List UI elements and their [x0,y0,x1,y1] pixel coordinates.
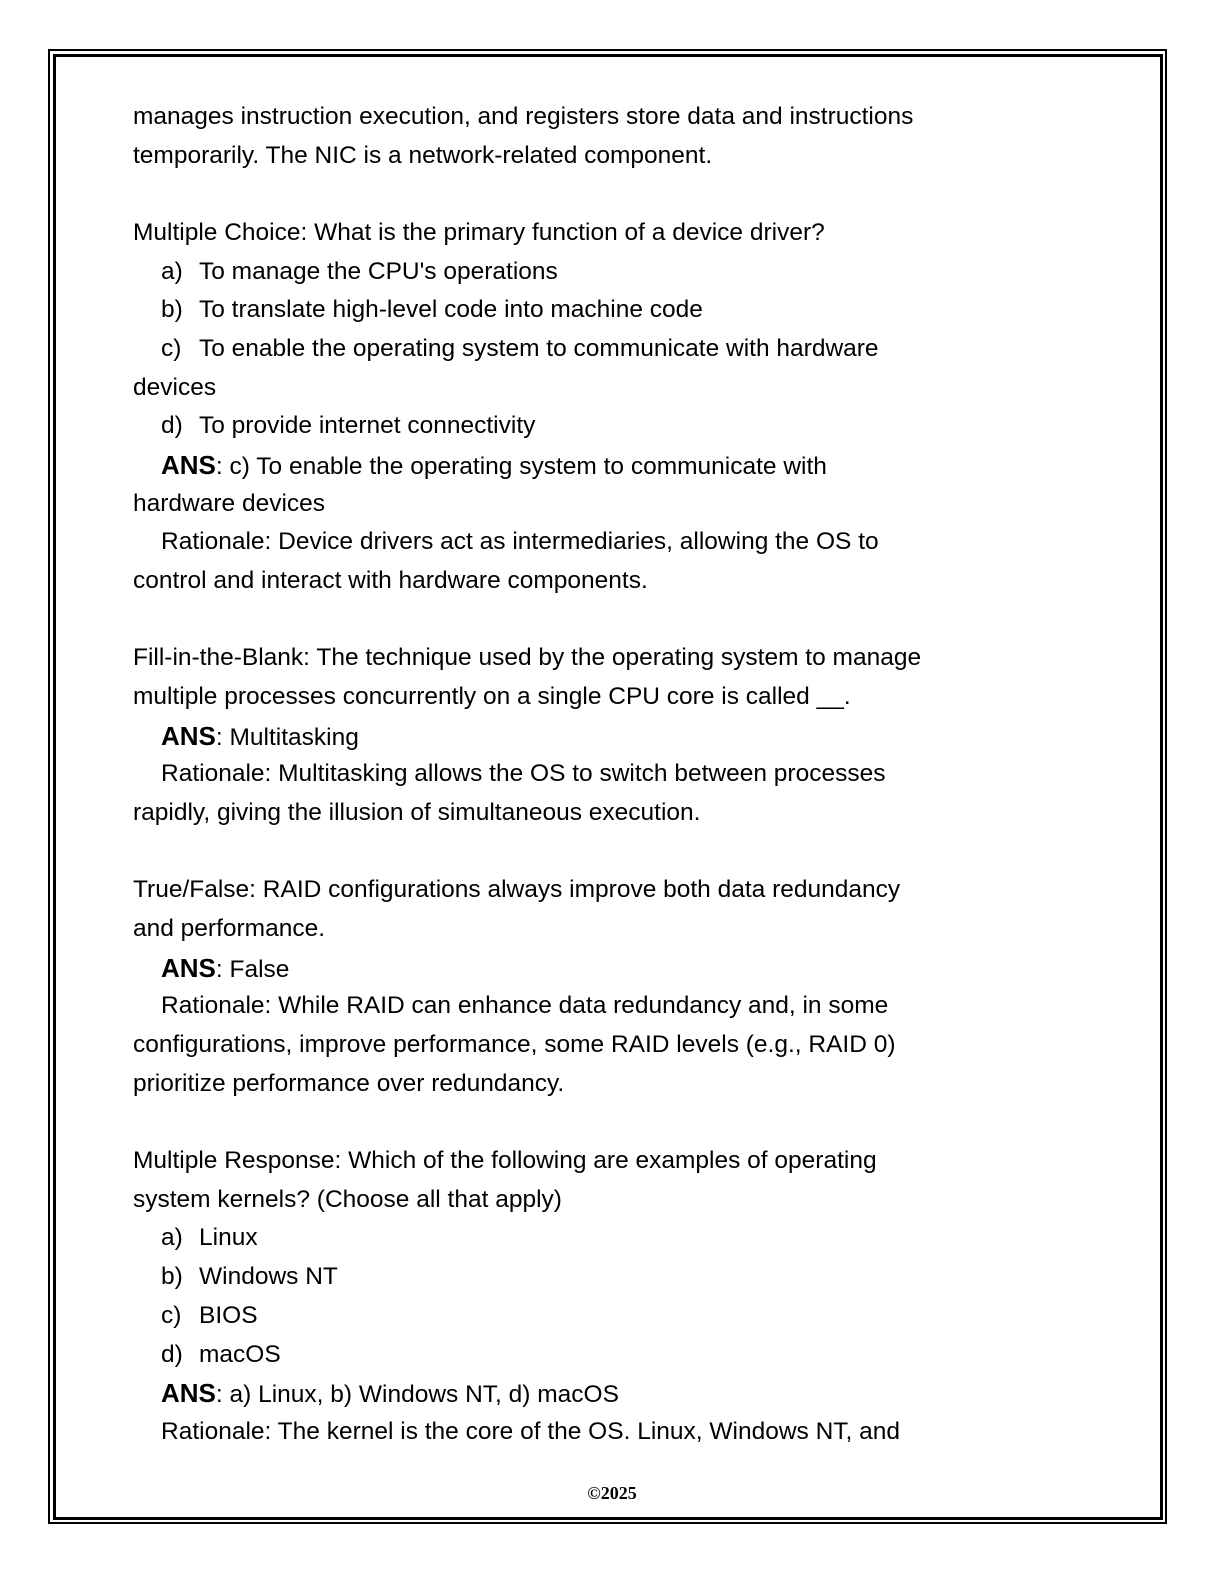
answer-wrap: hardware devices [133,489,326,517]
copyright-footer: ©2025 [587,1483,637,1503]
option-text: macOS [199,1340,281,1368]
ans-label: ANS [161,1378,216,1409]
option-text: BIOS [199,1301,258,1329]
option-text: Linux [199,1224,258,1252]
option-text: To enable the operating system to communicate with hardware [199,335,879,363]
rationale-2-wrap: rapidly, giving the illusion of simultaneous execution. [133,799,701,827]
rationale-4: Rationale: The kernel is the core of the OS. Linux, Windows NT, and [161,1417,901,1445]
question-2: Fill-in-the-Blank: The technique used by the operating system to manage [133,644,922,672]
document-body [133,98,1093,1452]
rationale-1: Rationale: Device drivers act as intermediaries, allowing the OS to [161,528,879,556]
question-3: True/False: RAID configurations always improve both data redundancy [133,876,901,904]
ans-text: : c) To enable the operating system to communicate with [215,453,827,481]
option-label: c) [161,1301,182,1329]
option-c [133,1297,1093,1336]
ans-text: : Multitasking [215,723,359,751]
option-c-wrap: devices [133,373,217,401]
question-4: Multiple Response: Which of the following are examples of operating [133,1147,877,1175]
option-text: To translate high-level code into machine code [199,296,703,324]
intro-line: manages instruction execution, and registers store data and instructions [133,103,914,130]
option-text: To manage the CPU's operations [199,257,558,285]
ans-text: : False [215,955,290,983]
option-label: b) [161,1263,183,1291]
option-label: a) [161,257,183,285]
option-label: c) [161,335,182,363]
option-a [133,1219,1093,1258]
rationale-1-wrap: control and interact with hardware components. [133,567,648,595]
option-d [133,407,1093,446]
answer-1 [133,446,1093,485]
answer-3 [133,949,1093,988]
answer-2 [133,717,1093,756]
option-b [133,291,1093,330]
option-label: b) [161,296,183,324]
rationale-3: Rationale: While RAID can enhance data redundancy and, in some [161,992,889,1020]
option-c [133,330,1093,369]
rationale-2: Rationale: Multitasking allows the OS to switch between processes [161,760,886,788]
option-label: a) [161,1224,183,1252]
question-1: Multiple Choice: What is the primary function of a device driver? [133,219,825,247]
option-d [133,1336,1093,1375]
option-label: d) [161,412,183,440]
ans-label: ANS [161,952,216,983]
option-text: To provide internet connectivity [199,412,536,440]
option-text: Windows NT [199,1263,338,1291]
rationale-3-wrap: prioritize performance over redundancy. [133,1069,565,1097]
option-label: d) [161,1340,183,1368]
ans-text: : a) Linux, b) Windows NT, d) macOS [215,1381,619,1409]
rationale-3-wrap: configurations, improve performance, some RAID levels (e.g., RAID 0) [133,1031,896,1059]
answer-4 [133,1374,1093,1413]
option-a [133,253,1093,292]
question-2-wrap: multiple processes concurrently on a single CPU core is called __. [133,683,851,711]
option-b [133,1258,1093,1297]
question-3-wrap: and performance. [133,915,326,943]
ans-label: ANS [161,720,216,751]
question-4-wrap: system kernels? (Choose all that apply) [133,1185,562,1213]
intro-line: temporarily. The NIC is a network-related component. [133,141,713,169]
ans-label: ANS [161,450,216,481]
